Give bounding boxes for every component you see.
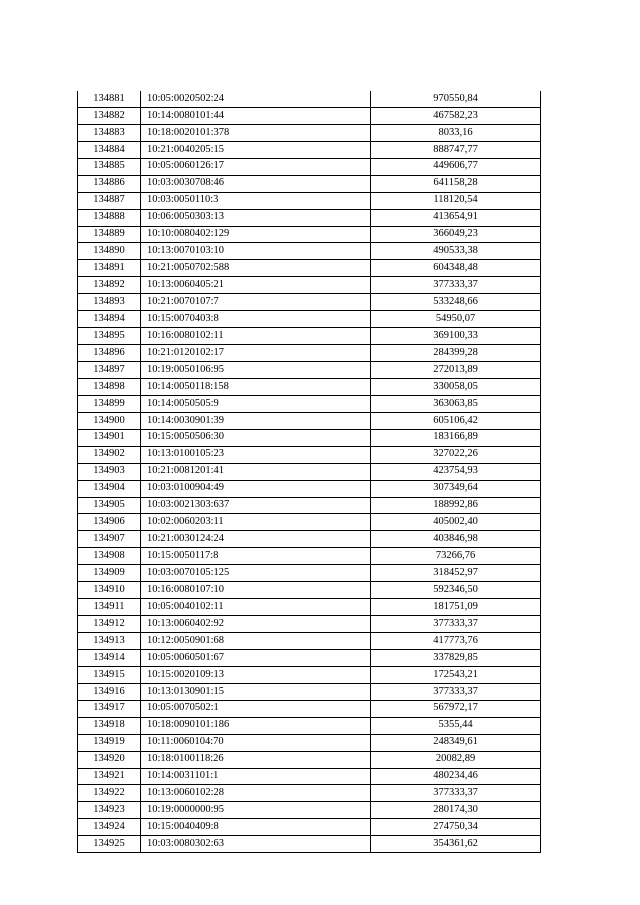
amount-cell: 417773,76 (371, 633, 541, 650)
amount-cell: 641158,28 (371, 175, 541, 192)
table-row (78, 395, 541, 412)
row-id-cell: 134925 (78, 836, 141, 853)
table-row (78, 192, 541, 209)
cadastral-number-cell: 10:21:0040205:15 (141, 141, 371, 158)
cadastral-number-cell: 10:02:0060203:11 (141, 514, 371, 531)
cadastral-number-cell: 10:03:0050110:3 (141, 192, 371, 209)
amount-cell: 377333,37 (371, 616, 541, 633)
amount-cell: 567972,17 (371, 700, 541, 717)
row-id-cell: 134893 (78, 294, 141, 311)
amount-cell: 377333,37 (371, 785, 541, 802)
amount-cell: 480234,46 (371, 768, 541, 785)
cadastral-number-cell: 10:03:0080302:63 (141, 836, 371, 853)
table-row (78, 700, 541, 717)
cadastral-number-cell: 10:03:0070105:125 (141, 565, 371, 582)
cadastral-number-cell: 10:21:0030124:24 (141, 531, 371, 548)
row-id-cell: 134897 (78, 362, 141, 379)
cadastral-number-cell: 10:18:0020101:378 (141, 124, 371, 141)
cadastral-number-cell: 10:15:0050506:30 (141, 429, 371, 446)
table-row (78, 209, 541, 226)
row-id-cell: 134915 (78, 666, 141, 683)
table-row (78, 836, 541, 853)
table-row (78, 649, 541, 666)
amount-cell: 284399,28 (371, 345, 541, 362)
row-id-cell: 134890 (78, 243, 141, 260)
cadastral-number-cell: 10:14:0050118:158 (141, 378, 371, 395)
table-row (78, 683, 541, 700)
amount-cell: 377333,37 (371, 683, 541, 700)
amount-cell: 73266,76 (371, 548, 541, 565)
table-row (78, 768, 541, 785)
table-row (78, 429, 541, 446)
table-row (78, 717, 541, 734)
table-row (78, 175, 541, 192)
row-id-cell: 134921 (78, 768, 141, 785)
row-id-cell: 134896 (78, 345, 141, 362)
row-id-cell: 134895 (78, 328, 141, 345)
table-row (78, 599, 541, 616)
table-row (78, 666, 541, 683)
amount-cell: 888747,77 (371, 141, 541, 158)
amount-cell: 970550,84 (371, 91, 541, 107)
table-row (78, 785, 541, 802)
row-id-cell: 134900 (78, 412, 141, 429)
table-row (78, 734, 541, 751)
cadastral-number-cell: 10:05:0040102:11 (141, 599, 371, 616)
row-id-cell: 134889 (78, 226, 141, 243)
cadastral-number-cell: 10:15:0050117:8 (141, 548, 371, 565)
cadastral-number-cell: 10:11:0060104:70 (141, 734, 371, 751)
cadastral-number-cell: 10:13:0100105:23 (141, 446, 371, 463)
amount-cell: 403846,98 (371, 531, 541, 548)
cadastral-number-cell: 10:03:0100904:49 (141, 480, 371, 497)
cadastral-number-cell: 10:18:0100118:26 (141, 751, 371, 768)
row-id-cell: 134898 (78, 378, 141, 395)
row-id-cell: 134892 (78, 277, 141, 294)
amount-cell: 604348,48 (371, 260, 541, 277)
row-id-cell: 134914 (78, 649, 141, 666)
cadastral-number-cell: 10:15:0040409:8 (141, 819, 371, 836)
table-row (78, 294, 541, 311)
table-row (78, 531, 541, 548)
amount-cell: 369100,33 (371, 328, 541, 345)
table-row (78, 378, 541, 395)
table-row (78, 124, 541, 141)
cadastral-number-cell: 10:05:0020502:24 (141, 91, 371, 107)
row-id-cell: 134888 (78, 209, 141, 226)
row-id-cell: 134909 (78, 565, 141, 582)
cadastral-number-cell: 10:13:0060405:21 (141, 277, 371, 294)
cadastral-number-cell: 10:03:0030708:46 (141, 175, 371, 192)
table-row (78, 514, 541, 531)
row-id-cell: 134882 (78, 107, 141, 124)
amount-cell: 405002,40 (371, 514, 541, 531)
amount-cell: 307349,64 (371, 480, 541, 497)
table-row (78, 463, 541, 480)
amount-cell: 366049,23 (371, 226, 541, 243)
table-row (78, 277, 541, 294)
cadastral-number-cell: 10:15:0020109:13 (141, 666, 371, 683)
row-id-cell: 134886 (78, 175, 141, 192)
amount-cell: 248349,61 (371, 734, 541, 751)
row-id-cell: 134920 (78, 751, 141, 768)
amount-cell: 490533,38 (371, 243, 541, 260)
amount-cell: 363063,85 (371, 395, 541, 412)
cadastral-number-cell: 10:16:0080107:10 (141, 582, 371, 599)
cadastral-number-cell: 10:05:0060501:67 (141, 649, 371, 666)
row-id-cell: 134881 (78, 91, 141, 107)
amount-cell: 172543,21 (371, 666, 541, 683)
cadastral-number-cell: 10:18:0090101:186 (141, 717, 371, 734)
row-id-cell: 134923 (78, 802, 141, 819)
amount-cell: 605106,42 (371, 412, 541, 429)
cadastral-number-cell: 10:21:0081201:41 (141, 463, 371, 480)
amount-cell: 318452,97 (371, 565, 541, 582)
table-row (78, 260, 541, 277)
amount-cell: 327022,26 (371, 446, 541, 463)
table-row (78, 412, 541, 429)
row-id-cell: 134891 (78, 260, 141, 277)
amount-cell: 20082,89 (371, 751, 541, 768)
table-row (78, 328, 541, 345)
table-row (78, 616, 541, 633)
amount-cell: 5355,44 (371, 717, 541, 734)
amount-cell: 533248,66 (371, 294, 541, 311)
table-row (78, 819, 541, 836)
table-body (78, 91, 541, 853)
cadastral-number-cell: 10:13:0060102:28 (141, 785, 371, 802)
cadastral-number-cell: 10:10:0080402:129 (141, 226, 371, 243)
data-table (77, 91, 541, 853)
row-id-cell: 134910 (78, 582, 141, 599)
cadastral-number-cell: 10:03:0021303:637 (141, 497, 371, 514)
cadastral-number-cell: 10:05:0060126:17 (141, 158, 371, 175)
amount-cell: 413654,91 (371, 209, 541, 226)
row-id-cell: 134903 (78, 463, 141, 480)
table-row (78, 345, 541, 362)
row-id-cell: 134916 (78, 683, 141, 700)
table-row (78, 158, 541, 175)
amount-cell: 181751,09 (371, 599, 541, 616)
table-row (78, 243, 541, 260)
cadastral-number-cell: 10:14:0050505:9 (141, 395, 371, 412)
amount-cell: 592346,50 (371, 582, 541, 599)
amount-cell: 183166,89 (371, 429, 541, 446)
table-row (78, 582, 541, 599)
cadastral-number-cell: 10:21:0070107:7 (141, 294, 371, 311)
cadastral-number-cell: 10:21:0050702:588 (141, 260, 371, 277)
row-id-cell: 134917 (78, 700, 141, 717)
row-id-cell: 134902 (78, 446, 141, 463)
row-id-cell: 134907 (78, 531, 141, 548)
row-id-cell: 134901 (78, 429, 141, 446)
amount-cell: 467582,23 (371, 107, 541, 124)
amount-cell: 377333,37 (371, 277, 541, 294)
amount-cell: 188992,86 (371, 497, 541, 514)
row-id-cell: 134913 (78, 633, 141, 650)
cadastral-number-cell: 10:21:0120102:17 (141, 345, 371, 362)
row-id-cell: 134906 (78, 514, 141, 531)
table-row (78, 107, 541, 124)
cadastral-number-cell: 10:05:0070502:1 (141, 700, 371, 717)
cadastral-number-cell: 10:13:0130901:15 (141, 683, 371, 700)
amount-cell: 280174,30 (371, 802, 541, 819)
table-row (78, 480, 541, 497)
table-row (78, 362, 541, 379)
amount-cell: 354361,62 (371, 836, 541, 853)
row-id-cell: 134887 (78, 192, 141, 209)
row-id-cell: 134912 (78, 616, 141, 633)
row-id-cell: 134922 (78, 785, 141, 802)
amount-cell: 272013,89 (371, 362, 541, 379)
table-row (78, 802, 541, 819)
amount-cell: 8033,16 (371, 124, 541, 141)
row-id-cell: 134905 (78, 497, 141, 514)
cadastral-number-cell: 10:19:0000000:95 (141, 802, 371, 819)
cadastral-number-cell: 10:06:0050303:13 (141, 209, 371, 226)
row-id-cell: 134884 (78, 141, 141, 158)
row-id-cell: 134894 (78, 311, 141, 328)
table-row (78, 633, 541, 650)
table-row (78, 226, 541, 243)
row-id-cell: 134919 (78, 734, 141, 751)
cadastral-number-cell: 10:13:0060402:92 (141, 616, 371, 633)
row-id-cell: 134908 (78, 548, 141, 565)
row-id-cell: 134904 (78, 480, 141, 497)
table-row (78, 565, 541, 582)
row-id-cell: 134899 (78, 395, 141, 412)
cadastral-number-cell: 10:16:0080102:11 (141, 328, 371, 345)
table-row (78, 446, 541, 463)
table-row (78, 497, 541, 514)
row-id-cell: 134918 (78, 717, 141, 734)
cadastral-number-cell: 10:15:0070403:8 (141, 311, 371, 328)
table-row (78, 141, 541, 158)
cadastral-number-cell: 10:12:0050901:68 (141, 633, 371, 650)
amount-cell: 118120,54 (371, 192, 541, 209)
cadastral-number-cell: 10:14:0031101:1 (141, 768, 371, 785)
table-row (78, 91, 541, 107)
amount-cell: 337829,85 (371, 649, 541, 666)
amount-cell: 449606,77 (371, 158, 541, 175)
table-row (78, 548, 541, 565)
amount-cell: 330058,05 (371, 378, 541, 395)
cadastral-number-cell: 10:19:0050106:95 (141, 362, 371, 379)
row-id-cell: 134911 (78, 599, 141, 616)
row-id-cell: 134883 (78, 124, 141, 141)
cadastral-number-cell: 10:14:0080101:44 (141, 107, 371, 124)
amount-cell: 54950,07 (371, 311, 541, 328)
cadastral-number-cell: 10:13:0070103:10 (141, 243, 371, 260)
amount-cell: 274750,34 (371, 819, 541, 836)
table-row (78, 751, 541, 768)
table-row (78, 311, 541, 328)
cadastral-number-cell: 10:14:0030901:39 (141, 412, 371, 429)
row-id-cell: 134885 (78, 158, 141, 175)
row-id-cell: 134924 (78, 819, 141, 836)
amount-cell: 423754,93 (371, 463, 541, 480)
